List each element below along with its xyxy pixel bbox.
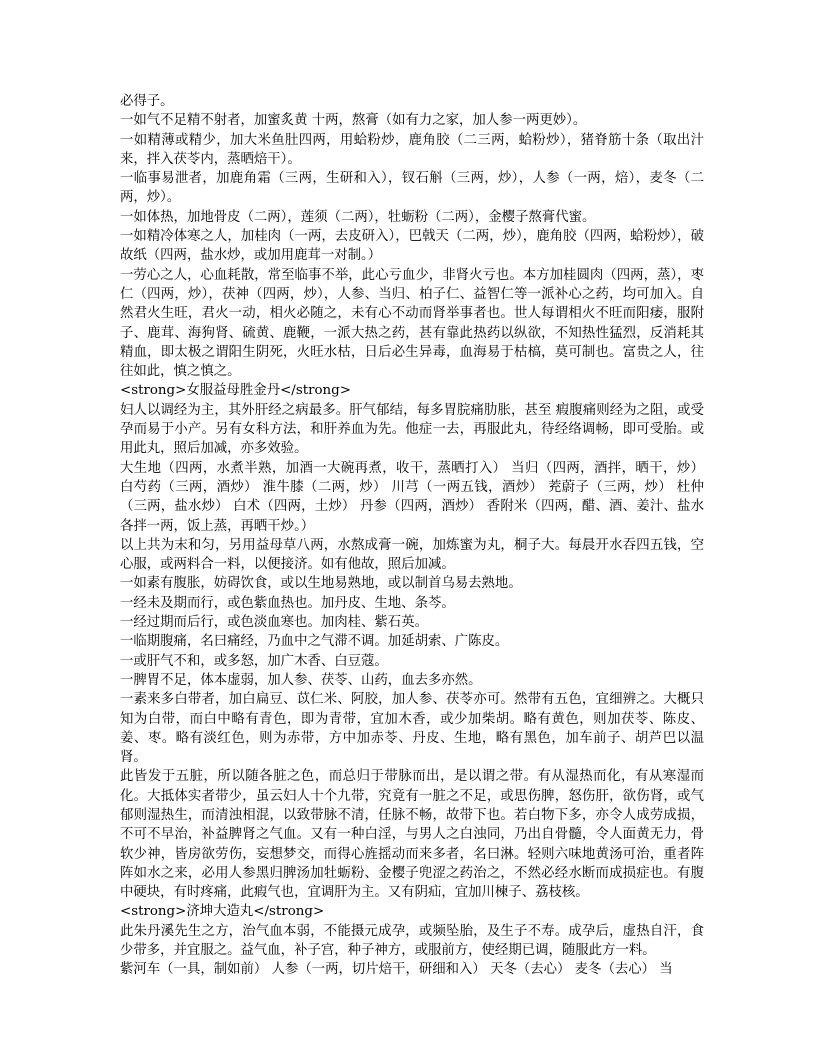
- section-heading: <strong>女服益母胜金丹</strong>: [120, 383, 351, 399]
- text-paragraph: 以上共为末和匀，另用益母草八两，水熬成膏一碗，加炼蜜为丸，桐子大。每晨开水吞四五钱，空心服，或两料合一料，以便接济。如有他故，照后加减。: [120, 537, 704, 573]
- text-paragraph: 一经未及期而行，或色紫血热也。加丹皮、生地、条芩。: [120, 595, 455, 611]
- text-paragraph: 一脾胃不足，体本虚弱，加人参、茯苓、山药，血去多亦然。: [120, 672, 482, 688]
- text-paragraph: 此皆发于五脏，所以随各脏之色，而总归于带脉而出，是以谓之带。有从湿热而化，有从寒湿而化。大抵体实者带少，虽云妇人十个九带，究竟有一脏之不足，或思伤脾，怒伤肝，欲伤肾，或气郁则湿热生，而清浊相混，以致带脉不清，任脉不畅，故带下也。若白物下多，亦令人成劳成损，不可不早治，补益脾肾之气血。又有一种白淫，与男人之白浊同，乃出自骨髓，令人面黄无力，骨软少神，皆房欲劳伤，妄想梦交，而得心旌摇动而来多者，名曰淋。轻则六味地黄汤可治，重者阵阵如水之来，必用人参黑归脾汤加牡蛎粉、金樱子兜涩之药治之，不然必经水断而成损症也。有腹中硬块，有时疼痛，此瘕气也，宜调肝为主。又有阴疝，宜加川楝子、荔枝核。: [120, 769, 704, 901]
- text-paragraph: 妇人以调经为主，其外肝经之病最多。肝气郁结，每多胃脘痛肋胀，甚至 瘕腹痛则经为之阻，或受孕而易于小产。另有女科方法，和肝养血为先。他症一去，再服此丸，待经络调畅，即可受胎。或用此丸，照后加减，亦多效验。: [120, 402, 704, 457]
- text-paragraph: 一如精冷体寒之人，加桂肉（一两，去皮研入），巴戟天（二两，炒），鹿角胶（四两，蛤粉炒），破故纸（四两，盐水炒，或加用鹿茸一对制。）: [120, 229, 704, 264]
- text-paragraph: 一劳心之人，心血耗散，常至临事不举，此心亏血少，非肾火亏也。本方加桂圆肉（四两，蒸），枣仁（四两，炒），茯神（四两，炒），人参、当归、柏子仁、益智仁等一派补心之药，均可加入。自然君火生旺，君火一动，相火必随之，未有心不动而肾举事者也。世人每谓相火不旺而阳痿，服附子、鹿茸、海狗肾、硫黄、鹿鞭，一派大热之药，甚有靠此热药以纵欲，不知热性猛烈，反消耗其精血，即太极之谓阳生阴死，火旺水枯，日后必生异毒，血海易于枯槁，莫可制也。富贵之人，往往如此，慎之慎之。: [120, 267, 704, 380]
- text-paragraph: 一临期腹痛，名曰痛经，乃血中之气滞不调。加延胡索、广陈皮。: [120, 634, 509, 650]
- section-heading: <strong>济坤大造丸</strong>: [120, 904, 325, 920]
- ingredient-list: 紫河车（一具，制如前） 人参（一两，切片焙干，研细和入） 天冬（去心） 麦冬（去心） 当: [120, 962, 673, 978]
- text-paragraph: 一素来多白带者，加白扁豆、苡仁米、阿胶，加人参、茯苓亦可。然带有五色，宜细辨之。大概只知为白带，而白中略有青色，即为青带，宜加木香，或少加柴胡。略有黄色，则加茯苓、陈皮、姜、枣。略有淡红色，则为赤带，方中加赤苓、丹皮、生地，略有黑色，加车前子、胡芦巴以温肾。: [120, 692, 704, 766]
- text-paragraph: 一如素有腹胀，妨碍饮食，或以生地易熟地，或以制首乌易去熟地。: [120, 576, 522, 592]
- document-page: [120, 92, 704, 980]
- text-line: 必得子。: [120, 94, 174, 109]
- text-paragraph: 一如气不足精不射者，加蜜炙黄 十两，熬膏（如有力之家，加人参一两更妙）。: [120, 113, 587, 129]
- text-paragraph: 一经过期而后行，或色淡血寒也。加肉桂、紫石英。: [120, 615, 428, 631]
- text-paragraph: 此朱丹溪先生之方，治气血本弱，不能摄元成孕，或频坠胎，及生子不寿。成孕后，虚热自汗，食少带多，并宜服之。益气血，补子宫，种子神方，或服前方，使经期已调，随服此方一料。: [120, 923, 704, 959]
- text-paragraph: 一如体热，加地骨皮（二两），莲须（二两），牡蛎粉（二两），金樱子熬膏代蜜。: [120, 209, 596, 225]
- text-paragraph: 一或肝气不和，或多怒，加广木香、白豆蔻。: [120, 653, 388, 669]
- text-paragraph: 一如精薄或精少，加大米鱼肚四两，用蛤粉炒，鹿角胶（二三两，蛤粉炒），猪脊筋十条（取出汁来，拌入茯苓内，蒸晒焙干）。: [120, 132, 704, 167]
- ingredient-list: 大生地（四两，水煮半熟，加酒一大碗再煮，收干，蒸晒打入） 当归（四两，酒拌，晒干，炒） 白芍药（三两，酒炒） 淮牛膝（二两，炒） 川芎（一两五钱，酒炒） 茺蔚子（三两，炒） 杜仲（三两，盐水炒） 白术（四两，土炒） 丹参（四两，酒炒） 香附米（四两，醋、酒、姜汁、盐水各拌一两，饭上蒸，再晒干炒。）: [120, 460, 704, 534]
- text-paragraph: 一临事易泄者，加鹿角霜（三两，生研和入），钗石斛（三两，炒），人参（一两，焙），麦冬（二两，炒）。: [120, 171, 704, 206]
